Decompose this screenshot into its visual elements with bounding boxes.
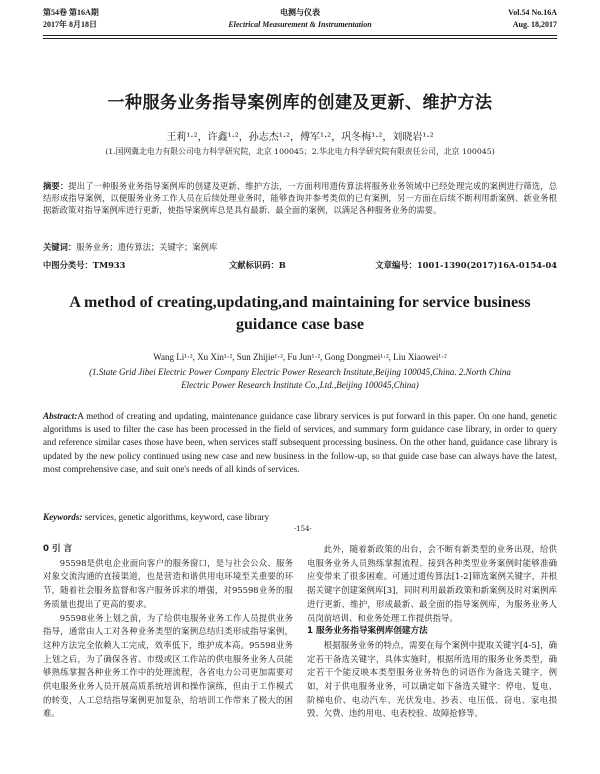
english-abstract-label: Abstract:	[43, 411, 78, 421]
english-authors: Wang Li¹·², Xu Xin¹·², Sun Zhijie¹·², Fu Jun¹·², Gong Dongmei¹·², Liu Xiaowei¹·²	[153, 352, 447, 362]
body-column-right	[307, 543, 557, 721]
english-keywords-text: services, genetic algorithms, keyword, case library	[84, 512, 270, 522]
english-title	[43, 292, 557, 336]
english-keywords-label: Keywords:	[43, 512, 83, 522]
chinese-authors: 王莉¹·²，许鑫¹·²，孙志杰¹·²，傅军¹·²，巩冬梅¹·²，刘晓岩¹·²	[166, 132, 434, 143]
header-journal: 电测与仪表 Electrical Measurement & Instrumentation	[228, 8, 372, 29]
article-number: 文章编号：1001-1390(2017)16A-0154-04	[375, 260, 557, 270]
clc-number: 中图分类号：TM933	[43, 260, 126, 270]
section-1-heading: 1 服务业务指导案例库创建方法	[307, 626, 428, 637]
chinese-keywords-text: 服务业务；遗传算法；关键字；案例库	[76, 242, 218, 252]
english-abstract	[43, 410, 557, 476]
chinese-keywords	[43, 241, 557, 253]
chinese-abstract-text: 提出了一种服务业务指导案例库的创建及更新、维护方法，一方面利用遗传算法将服务业务领域中已经处理完成的案例进行筛选，总结形成指导案例，以便服务业务工作人员在后续处理业务时，能够查询并参考类似的已有案例，另一方面在后续不断利用新案例、新业务根据新政策对指导案例库进行更新，使指导案例库总是具有最新、最全面的案例，以满足各种服务业务的需要。	[43, 181, 557, 216]
body-column-left	[43, 543, 293, 721]
document-code: 文献标识码：B	[229, 260, 286, 270]
english-affiliation	[60, 366, 540, 392]
english-title-line1: A method of creating,updating,and maintaining for service business	[69, 294, 531, 311]
header-volume: 第54卷 第16A期 2017年 8月18日	[43, 8, 99, 29]
english-title-line2: guidance case base	[236, 316, 364, 333]
running-header	[43, 7, 557, 35]
header-rule-thin	[43, 38, 557, 39]
chinese-affiliation: (1.国网冀北电力有限公司电力科学研究院，北京 100045；2.华北电力科学研究院有限责任公司，北京 100045)	[105, 147, 495, 156]
english-keywords	[43, 512, 557, 522]
body-paragraph: 95598是供电企业面向客户的服务窗口，是与社会公众、服务对象交流沟通的直接渠道，也是营造和谐供用电环境至关重要的环节，随着社会服务监督和客户服务诉求的增强，对95598业务的服务质量也提出了更高的要求。	[43, 557, 293, 609]
body-paragraph: 95598业务上划之前，为了给供电服务业务工作人员提供业务指导，通常由人工对各种业务类型的案例总结归类形成指导案例，这种方法完全依赖人工完成，效率低下，维护成本高。95598业务上划之后，为了确保各省、市级或区工作站的供电服务业务人员能够熟练掌握各种业务工作中的处理流程，各省电力公司更加需要对供电服务业务人员开展高质系统培训和操作演练，但由于工作模式的转变，人工总结指导案例更加复杂，给培训工作带来了极大的困难。	[43, 612, 293, 719]
body-paragraph: 此外，随着新政策的出台，会不断有新类型的业务出现，给供电服务业务人员熟练掌握流程、接到各种类型业务案例时能够准确应变带来了很多困难。可通过遗传算法[1-2]筛选案例关键字，并根据关键字创建案例库[3]，同时利用最新政策和新案例及时对案例库进行更新、维护，形成最新、最全面的指导案例库，为服务业务人员岗前培训、和业务处理工作提供指导。	[307, 544, 557, 623]
body-paragraph: 根据服务业务的特点，需要在每个案例中提取关键字[4-5]，确定若干备选关键字，具体实施时，根据所选用的服务业务类型，确定若干个能反映本类型服务业务特色的词语作为备选关键字，例如，对于供电服务业务，可以确定如下备选关键字：停电、复电、阶梯电价、电动汽车、光伏发电、抄表、电压低、窃电、家电损毁、欠费、违约用电、电表校验、故障抢修等。	[307, 639, 557, 719]
chinese-abstract-label: 摘要：	[43, 181, 69, 191]
chinese-title: 一种服务业务指导案例库的创建及更新、维护方法	[107, 93, 493, 113]
english-affiliation-line2: Electric Power Research Institute Co.,Ltd.,Beijing 100045,China)	[181, 380, 419, 390]
english-abstract-text: A method of creating and updating, maintenance guidance case library services is put forward in this paper. On one hand, genetic algorithms is used to filter the case has been processed in the field of services, and summary form guidance case library, in order to query and reference similar cases those have been, when services staff subsequent processing business. On the other hand, guidance case library is updated by the new policy continued using new case and new business in the follow-up, so that guide case base can always have the latest, most comprehensive case, and suit one's needs of all kinds of services.	[43, 411, 557, 474]
page-number: ·154·	[294, 525, 312, 533]
chinese-keywords-label: 关键词：	[43, 242, 77, 252]
header-issue: Vol.54 No.16A Aug. 18,2017	[508, 8, 557, 29]
english-affiliation-line1: (1.State Grid Jibei Electric Power Company Electric Power Research Institute,Beijing 100045,China. 2.North China	[89, 367, 511, 377]
section-0-heading: 0 引 言	[43, 544, 73, 554]
chinese-abstract	[43, 180, 557, 216]
header-rule-thick	[43, 35, 557, 36]
